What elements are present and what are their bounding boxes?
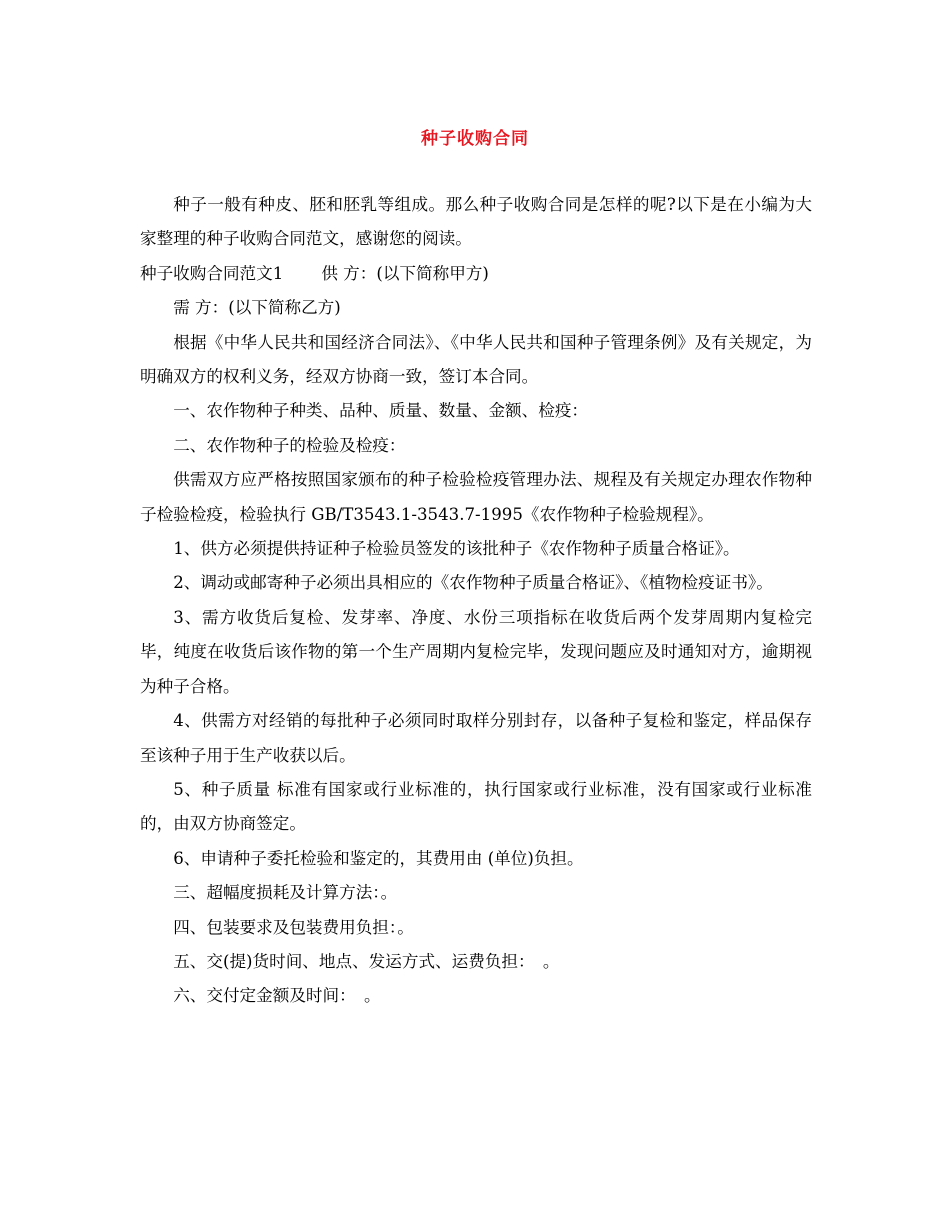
paragraph-section-2: 二、农作物种子的检验及检疫： [173, 435, 406, 455]
supplier-line: 供 方：(以下简称甲方) [321, 263, 489, 283]
paragraph-item-6: 6、申请种子委托检验和鉴定的，其费用由 (单位)负担。 [173, 848, 584, 868]
paragraph-section-4: 四、包装要求及包装费用负担：。 [173, 917, 414, 937]
paragraph-section-1: 一、农作物种子种类、品种、质量、数量、金额、检疫： [173, 401, 589, 421]
paragraph-item-4: 4、供需方对经销的每批种子必须同时取样分别封存，以备种子复检和鉴定，样品保存至该种子用于生产收获以后。 [140, 711, 812, 765]
paragraph-section-6: 六、交付定金额及时间： 。 [173, 986, 381, 1006]
paragraph-section-3: 三、超幅度损耗及计算方法：。 [173, 883, 398, 903]
paragraph-sample-heading [140, 257, 812, 291]
sample-heading: 种子收购合同范文1 [140, 263, 284, 283]
paragraph-section-5: 五、交(提)货时间、地点、发运方式、运费负担： 。 [173, 951, 560, 971]
paragraph-intro: 种子一般有种皮、胚和胚乳等组成。那么种子收购合同是怎样的呢?以下是在小编为大家整理的种子收购合同范文，感谢您的阅读。 [140, 195, 812, 249]
document-body [140, 188, 812, 1014]
paragraph-inspection: 供需双方应严格按照国家颁布的种子检验检疫管理办法、规程及有关规定办理农作物种子检验检疫，检验执行 GB/T3543.1-3543.7-1995《农作物种子检验规程》。 [140, 470, 812, 524]
document-title: 种子收购合同 [421, 129, 529, 149]
paragraph-buyer: 需 方：(以下简称乙方) [173, 298, 341, 318]
paragraph-item-5: 5、种子质量 标准有国家或行业标准的，执行国家或行业标准，没有国家或行业标准的，由双方协商签定。 [140, 779, 812, 834]
paragraph-item-3: 3、需方收货后复检、发芽率、净度、水份三项指标在收货后两个发芽周期内复检完毕，纯度在收货后该作物的第一个生产周期内复检完毕，发现问题应及时通知对方，逾期视为种子合格。 [140, 607, 812, 696]
paragraph-item-2: 2、调动或邮寄种子必须出具相应的《农作物种子质量合格证》、《植物检疫证书》。 [173, 573, 773, 593]
paragraph-item-1: 1、供方必须提供持证种子检验员签发的该批种子《农作物种子质量合格证》。 [173, 539, 740, 559]
paragraph-basis: 根据《中华人民共和国经济合同法》、《中华人民共和国种子管理条例》及有关规定，为明确双方的权利义务，经双方协商一致，签订本合同。 [140, 332, 812, 387]
